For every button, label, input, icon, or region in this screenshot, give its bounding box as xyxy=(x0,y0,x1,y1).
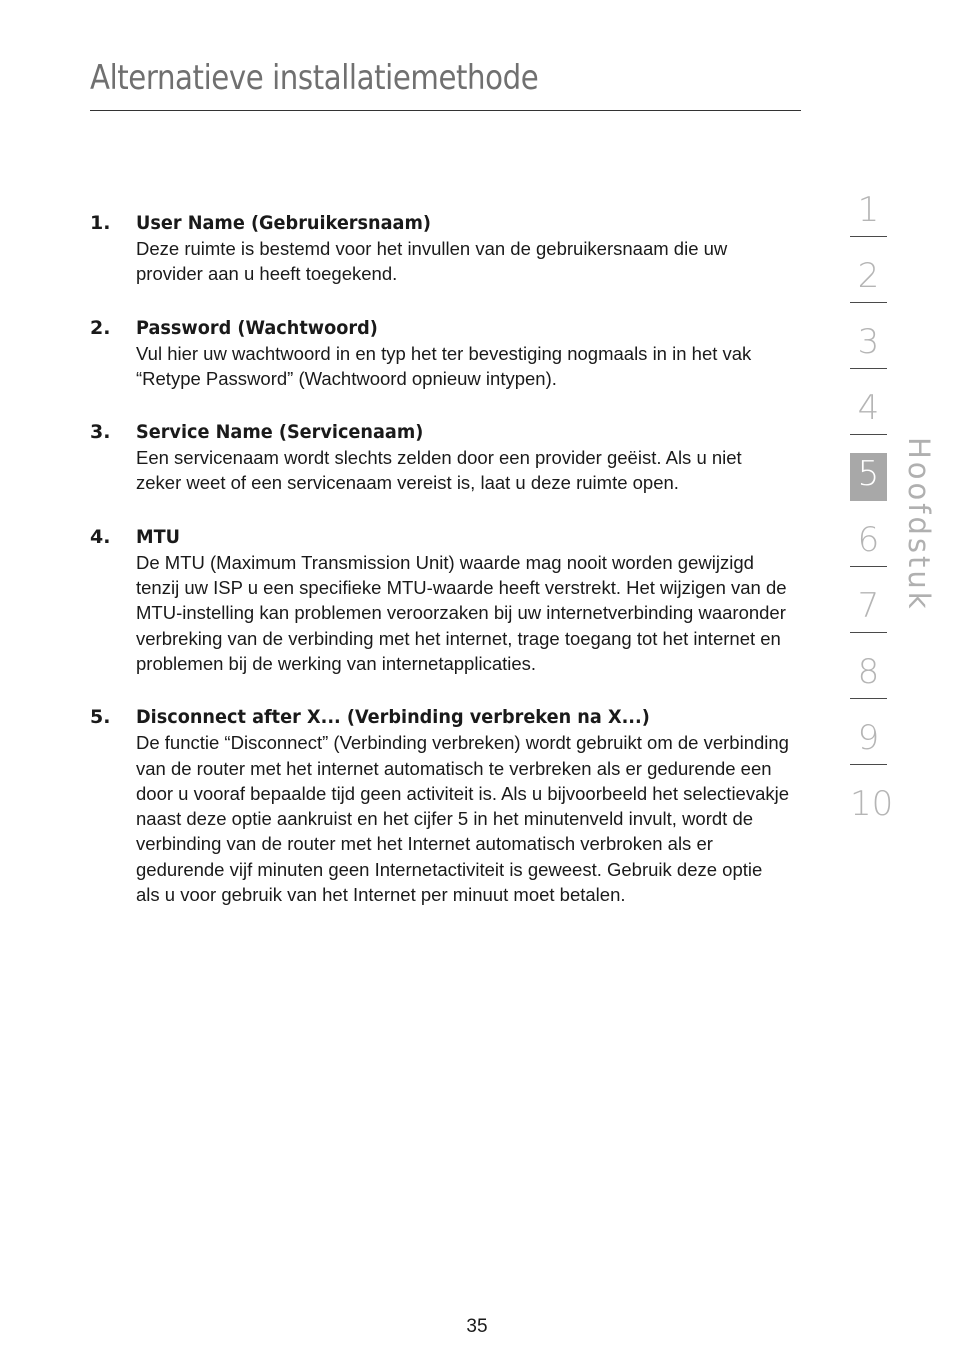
chapter-number: 1 xyxy=(857,190,880,230)
chapter-divider xyxy=(850,368,887,369)
page-title: Alternatieve installatiemethode xyxy=(90,58,539,98)
item-number: 3. xyxy=(90,421,111,444)
chapter-divider xyxy=(850,764,887,765)
chapter-tab-6[interactable] xyxy=(850,512,887,578)
chapter-number: 10 xyxy=(850,784,894,824)
chapter-number: 7 xyxy=(857,586,880,626)
chapter-tab-8[interactable] xyxy=(850,644,887,710)
item-heading: User Name (Gebruikersnaam) xyxy=(136,212,431,234)
item-description: De functie “Disconnect” (Verbinding verbreken) wordt gebruikt om de verbinding van de router met het internet automatisch te verbreken als er gedurende een door u vooraf bepaalde tijd geen activiteit is. Als u bijvoorbeeld het selectievakje naast deze optie aankruist en het cijfer 5 in het minutenveld invult, wordt de verbinding van de router met het Internet automatisch verbroken als er gedurende vijf minuten geen Internetactiviteit is geweest. Gebruik deze optie als u voor gebruik van het Internet per minuut moet betalen. xyxy=(136,732,790,906)
chapter-divider xyxy=(850,632,887,633)
list-item xyxy=(90,524,790,676)
chapter-tab-4[interactable] xyxy=(850,380,887,446)
chapter-tab-10[interactable] xyxy=(850,776,894,842)
list-item xyxy=(90,419,790,496)
list-item xyxy=(90,315,790,392)
item-description: De MTU (Maximum Transmission Unit) waarde mag nooit worden gewijzigd tenzij uw ISP u een specifieke MTU-waarde heeft verstrekt. Het wijzigen van de MTU-instelling kan problemen veroorzaken bij uw internetverbinding waaronder verbreking van de verbinding met het internet, trage toegang tot het internet en problemen bij de werking van internetapplicaties. xyxy=(136,551,787,674)
chapter-divider xyxy=(850,302,887,303)
item-heading: Disconnect after X... (Verbinding verbreken na X...) xyxy=(136,706,650,729)
chapter-divider xyxy=(850,566,887,567)
item-heading: Password (Wachtwoord) xyxy=(136,316,378,339)
item-description: Vul hier uw wachtwoord in en typ het ter bevestiging nogmaals in in het vak “Retype Password” (Wachtwoord opnieuw intypen). xyxy=(136,342,752,389)
chapter-divider xyxy=(850,236,887,237)
chapter-tab-5-active[interactable] xyxy=(850,446,887,512)
list-item xyxy=(90,210,790,287)
chapter-number: 6 xyxy=(857,520,880,560)
chapter-tab-7[interactable] xyxy=(850,578,887,644)
chapter-divider xyxy=(850,698,887,699)
chapter-number: 9 xyxy=(857,718,880,758)
item-number: 5. xyxy=(90,706,111,729)
chapter-number: 2 xyxy=(857,256,880,296)
list-item xyxy=(90,704,790,907)
item-heading: Service Name (Servicenaam) xyxy=(136,421,424,444)
item-number: 1. xyxy=(90,212,111,234)
item-description: Deze ruimte is bestemd voor het invullen van de gebruikersnaam die uw provider aan u heeft toegekend. xyxy=(136,238,728,285)
title-divider xyxy=(90,110,801,111)
chapter-divider xyxy=(850,434,887,435)
chapter-tab-2[interactable] xyxy=(850,248,887,314)
chapter-nav xyxy=(850,182,894,842)
chapter-number: 3 xyxy=(857,322,880,362)
chapter-label: Hoofdstuk xyxy=(902,437,936,612)
item-number: 4. xyxy=(90,525,111,548)
page-number: 35 xyxy=(466,1316,488,1337)
item-number: 2. xyxy=(90,316,111,339)
item-heading: MTU xyxy=(136,525,180,548)
item-list xyxy=(90,210,790,935)
chapter-tab-3[interactable] xyxy=(850,314,887,380)
item-description: Een servicenaam wordt slechts zelden door een provider geëist. Als u niet zeker weet of een servicenaam vereist is, laat u deze ruimte open. xyxy=(136,447,742,494)
chapter-tab-1[interactable] xyxy=(850,182,887,248)
chapter-number: 5 xyxy=(857,454,880,494)
chapter-number: 4 xyxy=(857,388,880,428)
chapter-tab-9[interactable] xyxy=(850,710,887,776)
chapter-number: 8 xyxy=(857,652,880,692)
